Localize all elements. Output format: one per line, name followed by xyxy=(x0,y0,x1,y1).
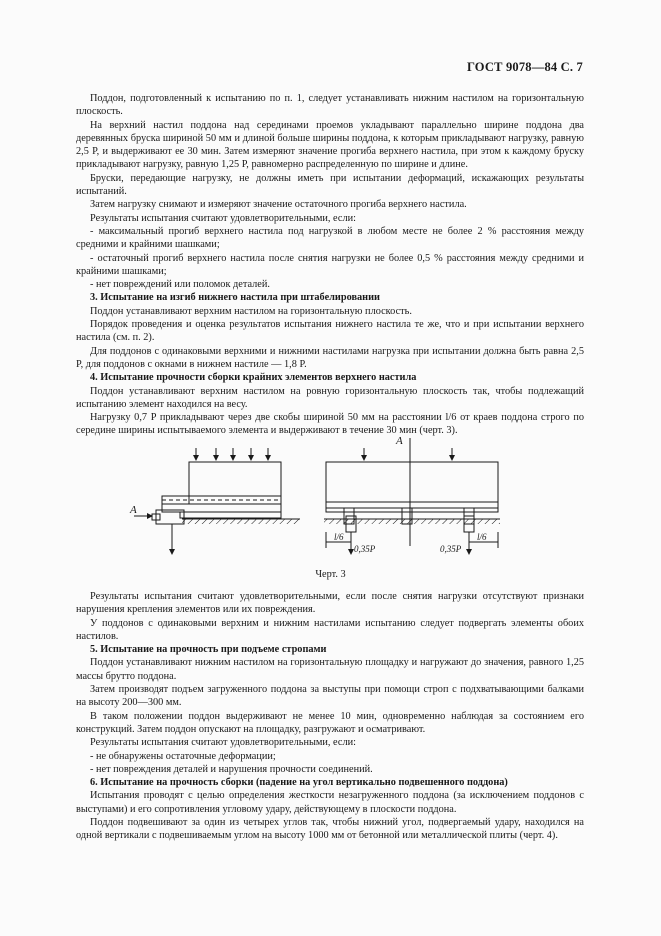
figure-caption: Черт. 3 xyxy=(315,569,346,580)
text-block-top xyxy=(76,92,584,438)
left-view xyxy=(129,448,300,554)
figure-3 xyxy=(120,436,520,568)
dimension-label: l/6 xyxy=(477,532,487,542)
force-label: 0,35P xyxy=(440,544,462,554)
top-deck xyxy=(326,502,498,508)
paragraph: Результаты испытания считают удовлетворительными, если: xyxy=(90,737,356,749)
load-block xyxy=(326,462,498,502)
text-block-bottom xyxy=(76,590,584,843)
paragraph: Бруски, передающие нагрузку, не должны иметь при испытании деформаций, искажающих результаты испытаний. xyxy=(76,172,584,198)
paragraph: Затем нагрузку снимают и измеряют значение остаточного прогиба верхнего настила. xyxy=(90,199,467,211)
figure-3-drawing xyxy=(120,436,520,568)
label-a-left: A xyxy=(130,504,137,516)
pallet-layer xyxy=(180,512,281,518)
section-heading: 3. Испытание на изгиб нижнего настила при штабелировании xyxy=(90,292,380,304)
paragraph: Нагрузку 0,7 P прикладывают через две скобы шириной 50 мм на расстоянии l/6 от краев поддона строго по середине ширины испытываемого элемента и выдерживают в течение 30 мин (черт. 3). xyxy=(76,412,584,437)
paragraph: Поддон подвешивают за один из четырех углов так, чтобы нижний угол, подвергаемый удару, находился на одной вертикали с подвешиваемым углом на высоту 1000 мм от бетонной или металлической плиты (черт. 4). xyxy=(76,817,584,842)
paragraph: Порядок проведения и оценка результатов испытания нижнего настила те же, что и при испытании верхнего настила (см. п. 2). xyxy=(76,319,584,344)
page-header: ГОСТ 9078—84 С. 7 xyxy=(466,60,583,74)
pallet-layer xyxy=(162,504,281,512)
paragraph: Поддон устанавливают верхним настилом на горизонтальную плоскость. xyxy=(90,305,412,317)
list-item: - не обнаружены остаточные деформации; xyxy=(90,750,276,762)
list-item: - остаточный прогиб верхнего настила после снятия нагрузки не более 0,5 % расстояния между средними и крайними шашками; xyxy=(76,252,584,277)
list-item: - максимальный прогиб верхнего настила под нагрузкой в любом месте не более 2 % расстояния между средними и крайними шашками; xyxy=(76,225,584,251)
right-view xyxy=(324,436,500,554)
paragraph: На верхний настил поддона над серединами проемов укладывают параллельно ширине поддона два деревянных бруска шириной 50 мм и длиной больше ширины поддона, к которым прикладывают нагрузку, равную 2,5 P, и выдерживают ее 30 мин. Затем измеряют значение прогиба верхнего настила, при этом к каждому бруску прикладывают нагрузку, равную 1,25 P, равномерно распределенную по ширине и длине. xyxy=(76,119,584,171)
paragraph: Поддон устанавливают нижним настилом на горизонтальную площадку и нагружают до значения, равного 1,25 массы брутто поддона. xyxy=(76,657,584,682)
paragraph: Затем производят подъем загруженного поддона за выступы при помощи строп с подхватывающими балками на высоту 200—300 мм. xyxy=(76,684,584,709)
force-label: 0,35P xyxy=(354,544,376,554)
load-block xyxy=(189,462,281,504)
list-item: - нет повреждения деталей и нарушения прочности соединений. xyxy=(90,763,373,775)
dimension-label: l/6 xyxy=(334,532,344,542)
paragraph: Поддон устанавливают верхним настилом на ровную горизонтальную плоскость так, чтобы подлежащий испытанию элемент находился на весу. xyxy=(76,385,584,410)
paragraph: Испытания проводят с целью определения жесткости незагруженного поддона (за исключением поддонов с выступами) и его сопротивления угловому удару, действующему в плоскости поддона. xyxy=(76,790,584,815)
paragraph: Результаты испытания считают удовлетворительными, если после снятия нагрузки отсутствуют признаки нарушения крепления элементов или их повреждения. xyxy=(76,591,584,616)
paragraph: У поддонов с одинаковыми верхним и нижним настилами испытанию следует подвергать элементы обоих настилов. xyxy=(76,617,584,642)
paragraph: Для поддонов с одинаковыми верхними и нижними настилами нагрузка при испытании должна быть равна 2,5 P, для поддонов с окнами в нижнем настиле — 1,8 P. xyxy=(76,345,584,370)
label-a-top: A xyxy=(396,436,403,447)
section-heading: 5. Испытание на прочность при подъеме стропами xyxy=(90,644,327,656)
section-heading: 4. Испытание прочности сборки крайних элементов верхнего настила xyxy=(90,372,417,384)
section-heading: 6. Испытание на прочность сборки (падение на угол вертикально подвешенного поддона) xyxy=(90,777,508,789)
paragraph: Поддон, подготовленный к испытанию по п. 1, следует устанавливать нижним настилом на горизонтальную плоскость. xyxy=(76,93,584,118)
paragraph: В таком положении поддон выдерживают не менее 10 мин, одновременно наблюдая за состоянием его конструкций. Затем поддон опускают на площадку, разгружают и осматривают. xyxy=(76,710,584,735)
paragraph: Результаты испытания считают удовлетворительными, если: xyxy=(90,212,356,224)
list-item: - нет повреждений или поломок деталей. xyxy=(90,279,270,291)
